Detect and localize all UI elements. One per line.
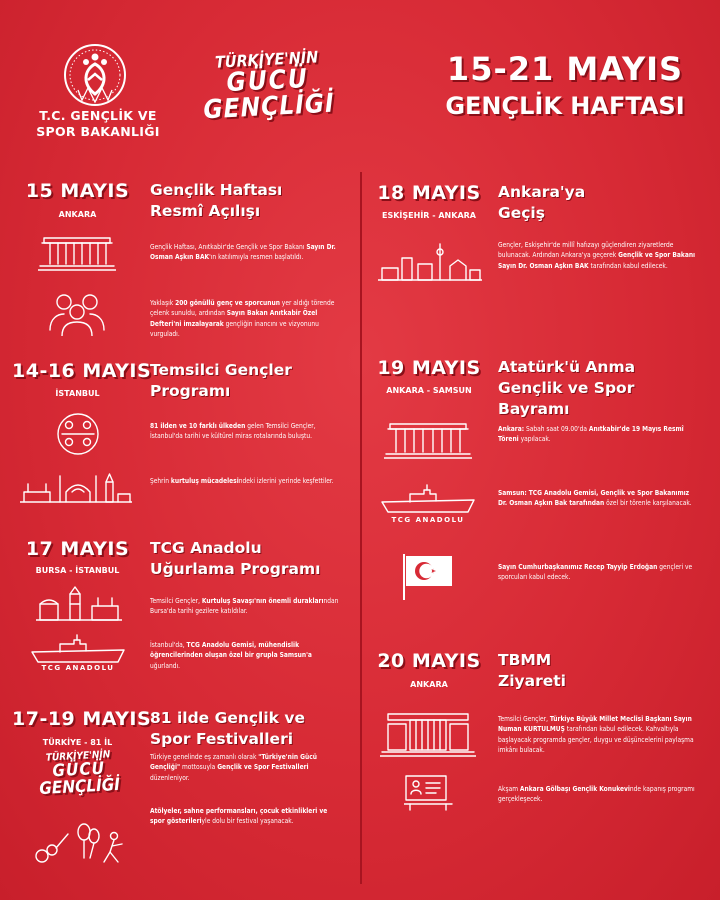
anitkabir-icon [38, 230, 116, 276]
emphasis-text: 200 gönüllü genç ve sporcunun [175, 299, 280, 307]
event-date: 18 MAYIS [377, 182, 481, 204]
event-title-line2: Geçiş [498, 204, 545, 222]
emphasis-text: Gençlik ve Spor Festivalleri [217, 763, 309, 772]
festival-activities-icon [32, 822, 128, 868]
event-title [498, 182, 698, 224]
event-title [150, 708, 350, 750]
guesthouse-sign-icon [404, 772, 454, 812]
event-title-line2: Uğurlama Programı [150, 560, 321, 578]
emphasis-text: Sayın Cumhurbaşkanımız Recep Tayyip Erdoğan [498, 563, 658, 571]
event-title [150, 360, 350, 402]
ministry-emblem-icon [62, 40, 128, 110]
event-paragraph: Ankara: Sabah saat 09.00'da Anıtkabir'de 19 Mayıs Resmî Töreni yapılacak. [498, 425, 684, 444]
istanbul-skyline-icon [20, 470, 132, 506]
emphasis-text: Atölyeler, sahne performansları, çocuk etkinlikleri ve spor gösterileri [150, 807, 328, 826]
event-date: 17 MAYIS [25, 538, 130, 560]
event-title-line2: Spor Festivalleri [150, 730, 294, 748]
emphasis-text: Gençlik ve Spor Bakanı Sayın Dr. Osman Aşkın BAK [498, 251, 696, 270]
event-paragraph: Gençlik Haftası, Anıtkabir'de Gençlik ve Spor Bakanı Sayın Dr. Osman Aşkın BAK'ın katılımıyla resmen başlatıldı. [150, 243, 336, 262]
emphasis-text: Samsun: [498, 489, 527, 497]
event-title [150, 180, 350, 222]
event-paragraph: Gençler, Eskişehir'de millî hafızayı güçlendiren ziyaretlerde bulunacak. Ardından Ankara'ya geçerek Gençlik ve Spor Bakanı Sayın Dr. Osman Aşkın BAK tarafından kabul edilecek. [498, 241, 696, 270]
ankara-skyline-icon [378, 240, 482, 284]
event-title-line1: 81 ilde Gençlik ve [150, 709, 305, 727]
event-paragraph: Atölyeler, sahne performansları, çocuk etkinlikleri ve spor gösterileriyle dolu bir festival yaşanacak. [150, 807, 328, 826]
event-date: 15 MAYIS [25, 180, 130, 202]
event-location: İSTANBUL [55, 389, 100, 398]
people-group-icon [40, 290, 114, 336]
event-title-line1: Gençlik Haftası [150, 181, 283, 199]
festival-slogan [31, 750, 127, 799]
emphasis-text: Ankara Gölbaşı Gençlik Konukevi [519, 785, 630, 793]
header-dates: 15-21 MAYIS [446, 50, 684, 88]
ship-label: TCG ANADOLU [391, 516, 465, 524]
center-divider [360, 172, 362, 884]
header-slogan [196, 47, 339, 126]
event-date: 17-19 MAYIS [12, 708, 152, 730]
event-location: BURSA - İSTANBUL [35, 566, 120, 575]
event-title-line1: Ankara'ya [498, 183, 586, 201]
emphasis-text: TCG Anadolu Gemisi, Gençlik ve Spor Bakanımız Dr. Osman Aşkın Bak tarafından [498, 489, 690, 508]
event-title-line1: TCG Anadolu [150, 539, 262, 557]
event-paragraph: 81 ilden ve 10 farklı ülkeden gelen Temsilci Gençler, İstanbul'da tarihi ve kültürel miras rotalarında buluştu. [150, 422, 316, 441]
slogan-line3: GENÇLİĞİ [38, 774, 121, 800]
header-week-name: GENÇLİK HAFTASI [445, 92, 685, 120]
emphasis-text: Sayın Bakan Anıtkabir Özel Defteri'ni imzalayarak [150, 309, 318, 328]
slogan-line1: TÜRKİYE'NİN [45, 749, 111, 764]
tcg-anadolu-ship-icon [30, 634, 126, 664]
event-title-line1: TBMM [498, 651, 552, 669]
event-paragraph: Akşam Ankara Gölbaşı Gençlik Konukevinde kapanış programı gerçekleşecek. [498, 785, 695, 804]
event-title-line2: Ziyareti [498, 672, 566, 690]
event-title-line1: Temsilci Gençler [150, 361, 292, 379]
event-title [498, 650, 698, 692]
event-location: ANKARA [58, 210, 97, 219]
event-paragraph: İstanbul'da, TCG Anadolu Gemisi, mühendislik öğrencilerinden oluşan özel bir grupla Samsun'a uğurlandı. [150, 641, 312, 670]
event-paragraph: Temsilci Gençler, Türkiye Büyük Millet Meclisi Başkanı Sayın Numan KURTULMUŞ tarafından kabul edilecek. Kahvaltıyla başlayacak programda gençler, duygu ve düşüncelerini paylaşma imkânı bulacak. [498, 715, 694, 755]
ship-label: TCG ANADOLU [41, 664, 115, 672]
emphasis-text: Kurtuluş Savaşı'nın önemli durakları [201, 597, 324, 605]
turkish-flag-icon [400, 552, 456, 602]
emphasis-text: kurtuluş mücadelesi [170, 477, 239, 485]
tbmm-building-icon [380, 708, 476, 760]
bursa-skyline-icon [36, 586, 122, 622]
event-date: 19 MAYIS [377, 357, 481, 379]
event-date: 20 MAYIS [377, 650, 481, 672]
slogan-line1: TÜRKİYE'NİN [214, 47, 319, 72]
event-paragraph: Şehrin kurtuluş mücadelesindeki izlerini yerinde keşfettiler. [150, 477, 334, 485]
emphasis-text: Türkiye Büyük Millet Meclisi Başkanı Sayın Numan KURTULMUŞ [498, 715, 692, 734]
event-location: ESKİŞEHİR - ANKARA [382, 211, 476, 220]
event-location: ANKARA - SAMSUN [386, 386, 472, 395]
ministry-name [28, 108, 168, 140]
emphasis-text: Sayın Dr. Osman Aşkın BAK [150, 243, 336, 262]
event-title-line1: Atatürk'ü Anma [498, 358, 636, 376]
event-title [498, 357, 708, 420]
event-paragraph: Sayın Cumhurbaşkanımız Recep Tayyip Erdoğan gençleri ve sporcuları kabul edecek. [498, 563, 693, 582]
event-date: 14-16 MAYIS [12, 360, 152, 382]
emphasis-text: TCG Anadolu Gemisi, mühendislik öğrencilerinden oluşan özel bir grupla Samsun'a [150, 641, 312, 660]
slogan-line3: GENÇLİĞİ [202, 88, 336, 126]
event-location: ANKARA [410, 680, 448, 689]
event-paragraph: Temsilci Gençler, Kurtuluş Savaşı'nın önemli duraklarından Bursa'da tarihi gezilere katıldılar. [150, 597, 339, 616]
emphasis-text: Anıtkabir'de 19 Mayıs Resmî Töreni [498, 425, 684, 444]
event-paragraph: Türkiye genelinde eş zamanlı olarak "Türkiye'nin Gücü Gençliği" mottosuyla Gençlik ve Spor Festivalleri düzenleniyor. [150, 753, 317, 782]
event-title-line2: Resmî Açılışı [150, 202, 261, 220]
event-title-line2: Gençlik ve Spor Bayramı [498, 379, 635, 418]
emphasis-text: 81 ilden ve 10 farklı ülkeden [150, 422, 246, 430]
event-location: TÜRKİYE - 81 İL [42, 738, 113, 747]
slogan-line2: GÜCÜ [225, 63, 310, 99]
ministry-logo [62, 40, 128, 110]
event-paragraph: Yaklaşık 200 gönüllü genç ve sporcunun yer aldığı törende çelenk sunuldu, ardından Sayın Bakan Anıtkabir Özel Defteri'ni imzalayarak gençliğin inancını ve vizyonunu vurguladı. [150, 299, 335, 339]
tcg-anadolu-ship-icon [380, 484, 476, 514]
ministry-name-line1: T.C. GENÇLİK VE [39, 108, 157, 123]
ministry-name-line2: SPOR BAKANLIĞI [36, 124, 160, 139]
event-paragraph: Samsun: TCG Anadolu Gemisi, Gençlik ve Spor Bakanımız Dr. Osman Aşkın Bak tarafından özel bir törenle karşılanacak. [498, 489, 692, 508]
slogan-line2: GÜCÜ [51, 758, 106, 782]
emphasis-text: Ankara: [498, 425, 525, 433]
event-title [150, 538, 350, 580]
anitkabir-icon [384, 416, 472, 464]
meeting-table-icon [52, 412, 104, 456]
event-title-line2: Programı [150, 382, 231, 400]
emphasis-text: "Türkiye'nin Gücü Gençliği" [150, 753, 317, 772]
